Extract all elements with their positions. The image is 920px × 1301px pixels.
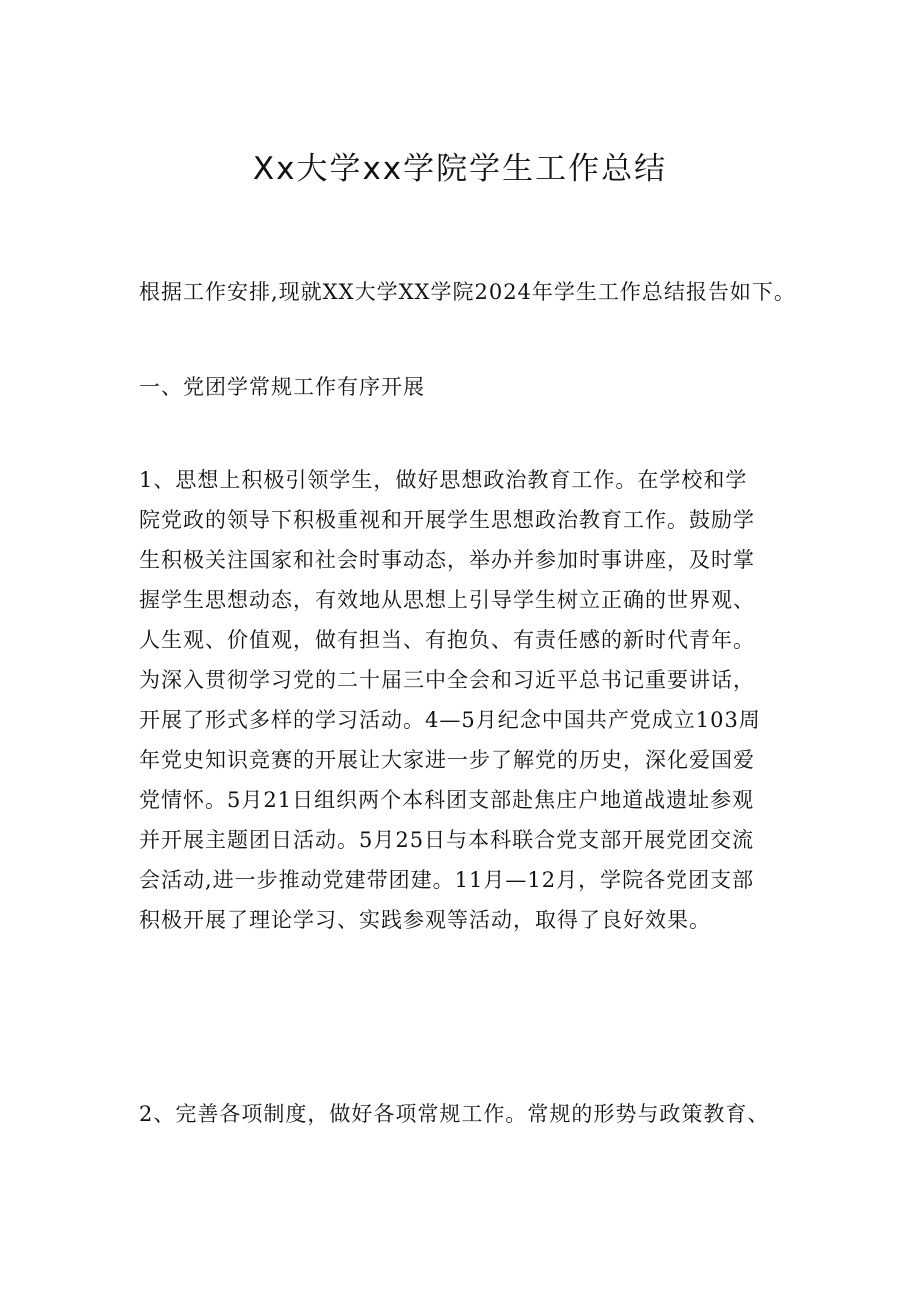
- paragraph-line: 1、思想上积极引领学生，做好思想政治教育工作。在学校和学: [139, 468, 748, 492]
- paragraph-line: 会活动,进一步推动党建带团建。11月—12月，学院各党团支部: [139, 868, 755, 892]
- intro-paragraph: 根据工作安排,现就XX大学XX学院2024年学生工作总结报告如下。: [139, 280, 796, 304]
- paragraph-line: 年党史知识竞赛的开展让大家进一步了解党的历史，深化爱国爱: [139, 748, 755, 772]
- paragraph-line: 院党政的领导下积极重视和开展学生思想政治教育工作。鼓励学: [139, 508, 755, 532]
- paragraph-line: 生积极关注国家和社会时事动态，举办并参加时事讲座，及时掌: [139, 548, 755, 572]
- paragraph-line: 为深入贯彻学习党的二十届三中全会和习近平总书记重要讲话，: [139, 668, 755, 692]
- paragraph-line: 2、完善各项制度，做好各项常规工作。常规的形势与政策教育、: [139, 1102, 770, 1126]
- paragraph-line: 并开展主题团日活动。5月25日与本科联合党支部开展党团交流: [139, 828, 755, 852]
- section-heading-1: 一、党团学常规工作有序开展: [139, 375, 425, 399]
- paragraph-line: 开展了形式多样的学习活动。4—5月纪念中国共产党成立103周: [139, 708, 761, 732]
- paragraph-line: 人生观、价值观，做有担当、有抱负、有责任感的新时代青年。: [139, 628, 755, 652]
- paragraph-line: 积极开展了理论学习、实践参观等活动，取得了良好效果。: [139, 908, 711, 932]
- paragraph-line: 党情怀。5月21日组织两个本科团支部赴焦庄户地道战遗址参观: [139, 788, 755, 812]
- paragraph-line: 握学生思想动态，有效地从思想上引导学生树立正确的世界观、: [139, 588, 755, 612]
- paragraph-2: [139, 1094, 799, 1134]
- paragraph-1: [139, 460, 799, 940]
- document-title: Xx大学xx学院学生工作总结: [252, 151, 668, 187]
